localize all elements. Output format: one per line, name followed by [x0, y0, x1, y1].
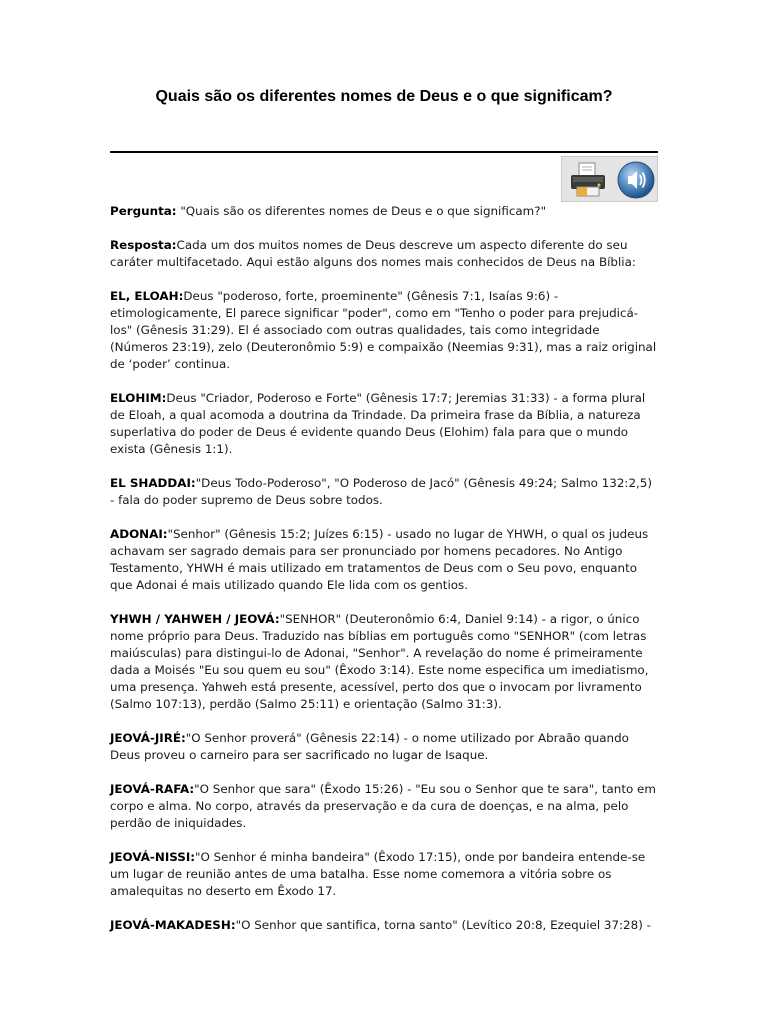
name-entry [110, 390, 658, 458]
name-entry [110, 288, 658, 373]
name-term: JEOVÁ-NISSI: [110, 850, 196, 864]
article-body [110, 203, 658, 951]
name-entry [110, 611, 658, 713]
name-description: "SENHOR" (Deuteronômio 6:4, Daniel 9:14) - a rigor, o único nome próprio para Deus. Traduzido nas bíblias em português como "SENHOR" (com letras maiúsculas) para distingui-lo de Adonai, "Senhor". A revelação do nome é primeiramente dada a Moisés "Eu sou quem eu sou" (Êxodo 3:14). Este nome especifica um imediatismo, uma presença. Yahweh está presente, acessível, perto dos que o invocam por livramento (Salmo 107:13), perdão (Salmo 25:11) e orientação (Salmo 31:3). [110, 612, 649, 711]
speaker-icon[interactable] [616, 160, 656, 200]
name-description: "O Senhor que santifica, torna santo" (Levítico 20:8, Ezequiel 37:28) - [235, 918, 651, 932]
answer-label: Resposta: [110, 238, 177, 252]
answer-paragraph [110, 237, 658, 271]
name-description: "Senhor" (Gênesis 15:2; Juízes 6:15) - usado no lugar de YHWH, o qual os judeus achavam ser sagrado demais para ser pronunciado por homens pecadores. No Antigo Testamento, YHWH é mais utilizado em tratamentos de Deus com o Seu povo, enquanto que Adonai é mais utilizado quando Ele lida com os gentios. [110, 527, 649, 592]
name-term: EL, ELOAH: [110, 289, 184, 303]
name-entry [110, 730, 658, 764]
name-entry [110, 475, 658, 509]
toolbar [561, 156, 658, 202]
page-title: Quais são os diferentes nomes de Deus e o que significam? [155, 88, 613, 105]
name-term: YHWH / YAHWEH / JEOVÁ: [110, 612, 280, 626]
answer-text: Cada um dos muitos nomes de Deus descreve um aspecto diferente do seu caráter multifacetado. Aqui estão alguns dos nomes mais conhecidos de Deus na Bíblia: [110, 238, 636, 269]
name-entry [110, 526, 658, 594]
question-paragraph [110, 203, 658, 220]
name-term: JEOVÁ-MAKADESH: [110, 918, 236, 932]
name-entry [110, 781, 658, 832]
name-term: JEOVÁ-JIRÉ: [110, 731, 186, 745]
name-description: Deus "Criador, Poderoso e Forte" (Gênesis 17:7; Jeremias 31:33) - a forma plural de Eloah, a qual acomoda a doutrina da Trindade. Da primeira frase da Bíblia, a natureza superlativa do poder de Deus é evidente quando Deus (Elohim) fala para que o mundo exista (Gênesis 1:1). [110, 391, 646, 456]
printer-icon[interactable] [568, 161, 608, 199]
name-term: ADONAI: [110, 527, 168, 541]
name-term: ELOHIM: [110, 391, 167, 405]
title-divider [110, 151, 658, 153]
name-term: JEOVÁ-RAFA: [110, 782, 195, 796]
name-description: "Deus Todo-Poderoso", "O Poderoso de Jacó" (Gênesis 49:24; Salmo 132:2,5) - fala do poder supremo de Deus sobre todos. [110, 476, 652, 507]
name-term: EL SHADDAI: [110, 476, 196, 490]
question-text: "Quais são os diferentes nomes de Deus e o que significam?" [176, 204, 547, 218]
name-description: "O Senhor é minha bandeira" (Êxodo 17:15), onde por bandeira entende-se um lugar de reunião antes de uma batalha. Esse nome comemora a vitória sobre os amalequitas no deserto em Êxodo 17. [110, 850, 646, 898]
name-description: Deus "poderoso, forte, proeminente" (Gênesis 7:1, Isaías 9:6) - etimologicamente, El parece significar "poder", como em "Tenho o poder para prejudicá-los" (Gênesis 31:29). El é associado com outras qualidades, tais como integridade (Números 23:19), zelo (Deuteronômio 5:9) e compaixão (Neemias 9:31), mas a raiz original de ‘poder’ continua. [110, 289, 657, 371]
question-label: Pergunta: [110, 204, 177, 218]
name-description: "O Senhor proverá" (Gênesis 22:14) - o nome utilizado por Abraão quando Deus proveu o carneiro para ser sacrificado no lugar de Isaque. [110, 731, 629, 762]
name-entry [110, 849, 658, 900]
name-description: "O Senhor que sara" (Êxodo 15:26) - "Eu sou o Senhor que te sara", tanto em corpo e alma. No corpo, através da preservação e da cura de doenças, e na alma, pelo perdão de iniquidades. [110, 782, 656, 830]
name-entry [110, 917, 658, 934]
